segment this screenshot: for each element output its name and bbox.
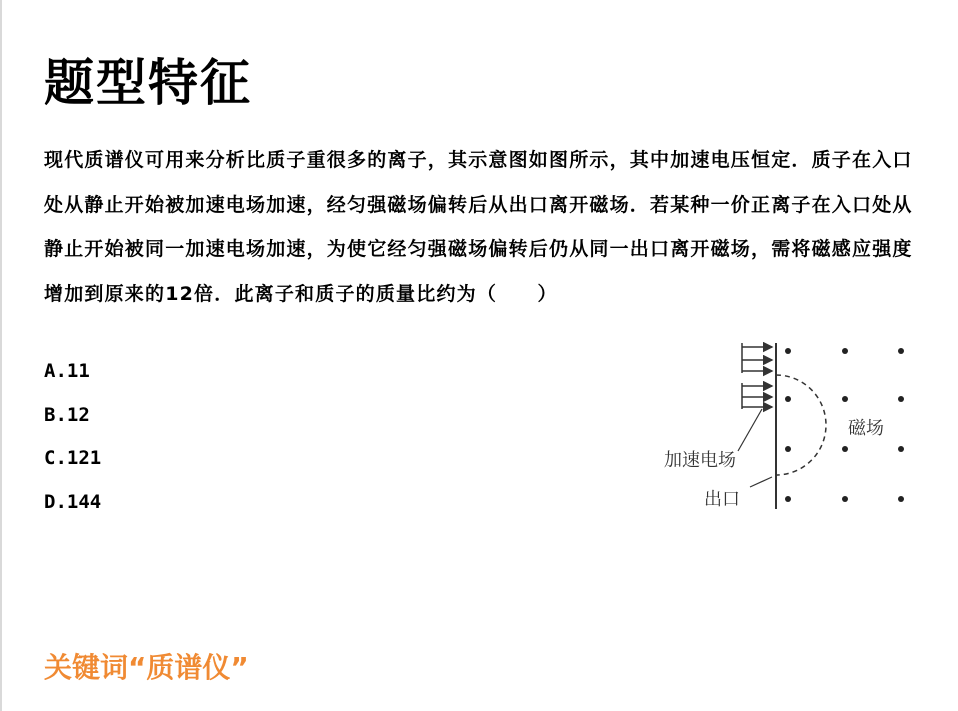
slide-title: 题型特征 [44, 54, 252, 112]
exit-label: 出口 [704, 489, 740, 510]
accel-field-arrows [742, 343, 772, 409]
accel-field-label: 加速电场 [664, 450, 736, 471]
option-d: D.144 [44, 490, 102, 513]
accel-leader-line [738, 409, 762, 451]
slide-left-border [0, 0, 2, 711]
question-text: 现代质谱仪可用来分析比质子重很多的离子，其示意图如图所示，其中加速电压恒定．质子在入口处从静止开始被加速电场加速，经匀强磁场偏转后从出口离开磁场．若某种一价正离子在入口处从静止开始被同一加速电场加速，为使它经匀强磁场偏转后仍从同一出口离开磁场，需将磁感应强度增加到原来的12倍．此离子和质子的质量比约为（ ） [44, 149, 913, 305]
option-a: A.11 [44, 360, 90, 382]
exit-leader-line [750, 477, 772, 487]
answer-options [44, 350, 101, 524]
option-c: C.121 [44, 447, 102, 469]
keyword-label: 关键词“质谱仪” [44, 651, 249, 684]
ion-trajectory [776, 375, 826, 475]
option-b: B.12 [44, 403, 90, 426]
mass-spectrometer-diagram [650, 333, 920, 515]
magnetic-field-label: 磁场 [848, 418, 884, 439]
magnetic-field-dots [785, 348, 904, 502]
